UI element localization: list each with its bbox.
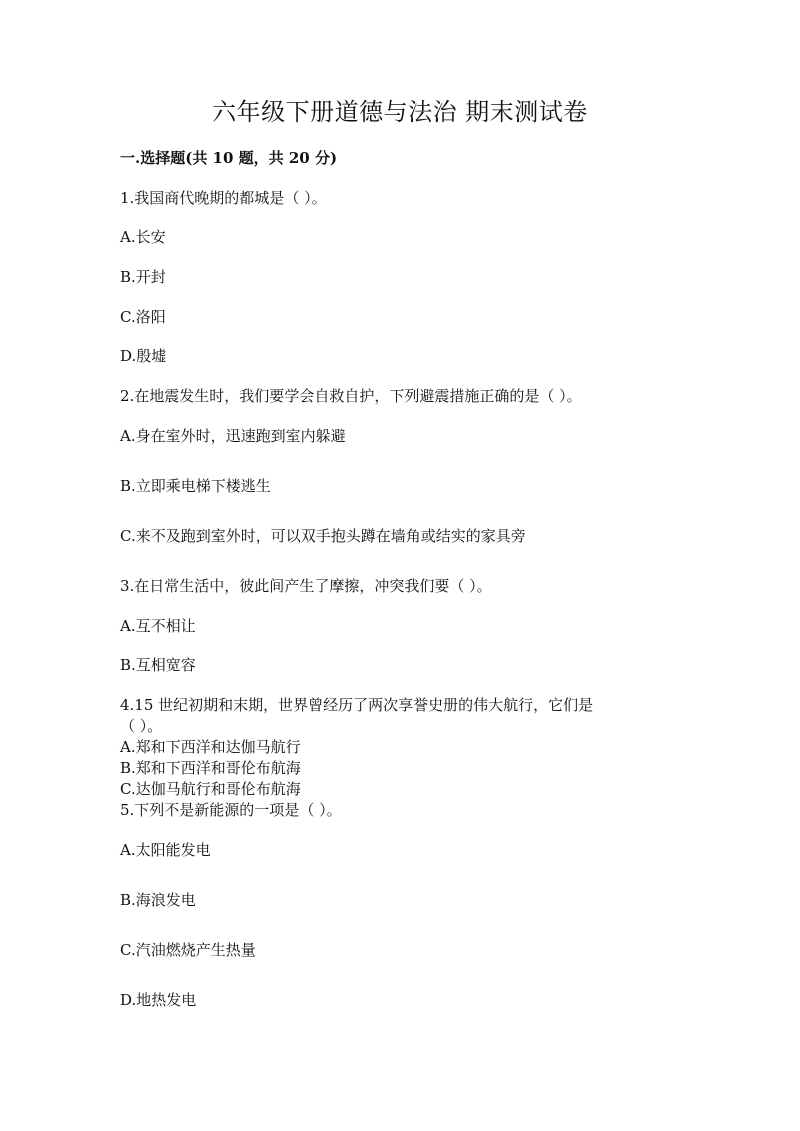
question-5-option-d: D.地热发电 bbox=[120, 991, 197, 1009]
question-3-option-b: B.互相宽容 bbox=[120, 656, 196, 674]
question-2-option-c: C.来不及跑到室外时，可以双手抱头蹲在墙角或结实的家具旁 bbox=[120, 527, 526, 545]
section-heading: 一.选择题(共 10 题，共 20 分) bbox=[120, 149, 338, 167]
question-5-option-a: A.太阳能发电 bbox=[120, 841, 211, 859]
question-4-option-a: A.郑和下西洋和达伽马航行 bbox=[120, 738, 301, 756]
question-2-option-a: A.身在室外时，迅速跑到室内躲避 bbox=[120, 427, 346, 445]
question-2-stem: 2.在地震发生时，我们要学会自救自护，下列避震措施正确的是（ ）。 bbox=[120, 387, 582, 405]
question-5-stem: 5.下列不是新能源的一项是（ ）。 bbox=[120, 801, 342, 819]
question-5-option-b: B.海浪发电 bbox=[120, 891, 196, 909]
question-4-stem-continued: （ ）。 bbox=[120, 717, 163, 735]
question-1-option-a: A.长安 bbox=[120, 228, 166, 246]
question-4-option-b: B.郑和下西洋和哥伦布航海 bbox=[120, 759, 301, 777]
question-5-option-c: C.汽油燃烧产生热量 bbox=[120, 941, 256, 959]
question-2-option-b: B.立即乘电梯下楼逃生 bbox=[120, 477, 271, 495]
question-3-option-a: A.互不相让 bbox=[120, 617, 196, 635]
question-1-option-b: B.开封 bbox=[120, 268, 166, 286]
page-title: 六年级下册道德与法治 期末测试卷 bbox=[212, 98, 588, 126]
question-1-option-d: D.殷墟 bbox=[120, 347, 167, 365]
question-4-stem: 4.15 世纪初期和末期，世界曾经历了两次享誉史册的伟大航行，它们是 bbox=[120, 696, 594, 714]
question-1-option-c: C.洛阳 bbox=[120, 308, 166, 326]
question-3-stem: 3.在日常生活中，彼此间产生了摩擦，冲突我们要（ ）。 bbox=[120, 577, 492, 595]
question-1-stem: 1.我国商代晚期的都城是（ ）。 bbox=[120, 189, 327, 207]
question-4-option-c: C.达伽马航行和哥伦布航海 bbox=[120, 780, 301, 798]
